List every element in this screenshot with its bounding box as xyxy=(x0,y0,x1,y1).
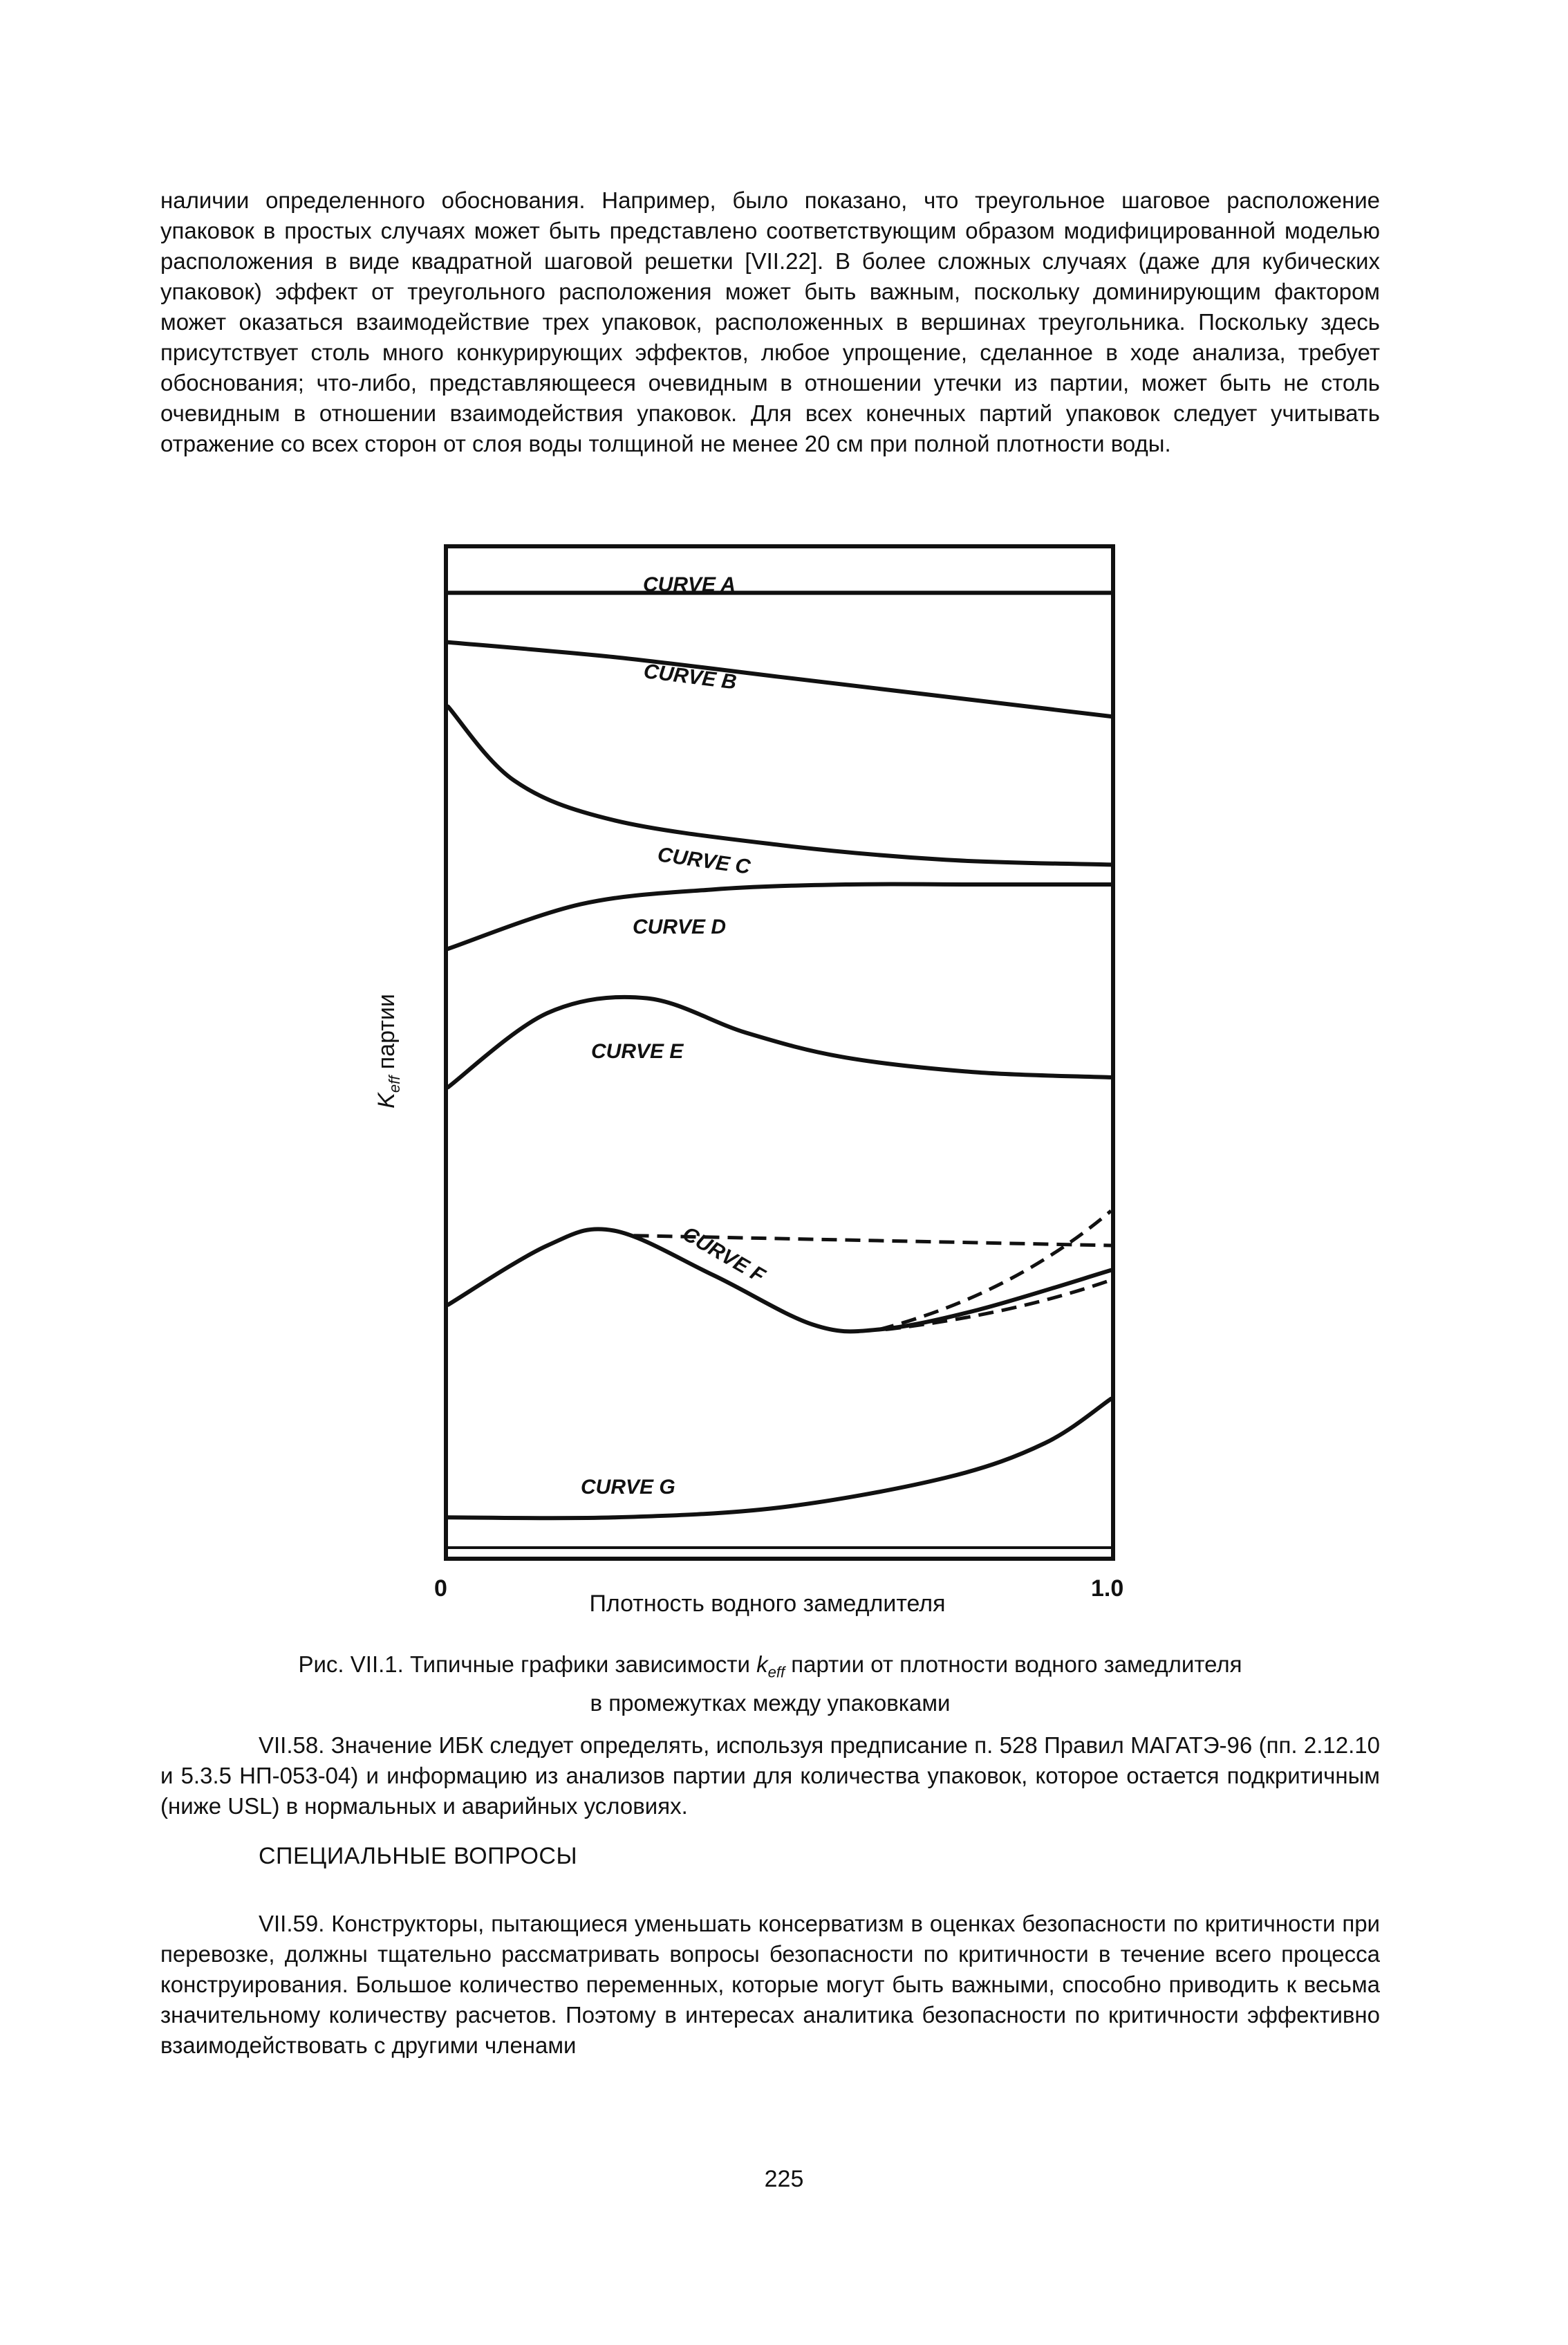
curve-f-label: CURVE F xyxy=(678,1222,769,1288)
y-axis-label xyxy=(373,994,403,1109)
curve-d-line xyxy=(448,884,1111,949)
figure-caption xyxy=(160,1649,1380,1718)
curve-e-label: CURVE E xyxy=(591,1040,684,1063)
y-axis-label-sub: eff xyxy=(386,1075,403,1093)
curve-g-label: CURVE G xyxy=(581,1476,675,1499)
curve-g-line xyxy=(448,1399,1111,1519)
curve-d-label: CURVE D xyxy=(633,916,727,938)
figure-keff-vs-moderator-density xyxy=(332,526,1148,1618)
paragraph-vii58: VII.58. Значение ИБК следует определять, используя предписание п. 528 Правил МАГАТЭ-96 (пп. 2.12.10 и 5.3.5 НП-053-04) и информацию из анализов партии для количества упаковок, которое остается подкритичным (ниже USL) в нормальных и аварийных условиях. xyxy=(160,1732,1380,1819)
y-axis-label-rest: партии xyxy=(373,994,400,1076)
x-tick-min: 0 xyxy=(434,1575,447,1602)
chart-svg xyxy=(332,526,1148,1618)
curve-e-line xyxy=(448,997,1111,1087)
caption-prefix: Рис. VII.1. Типичные графики зависимости xyxy=(298,1651,757,1677)
paragraph-vii59: VII.59. Конструкторы, пытающиеся уменьшать консерватизм в оценках безопасности по критичности при перевозке, должны тщательно рассматривать вопросы безопасности по критичности в течение всего процесса конструирования. Большое количество переменных, которые могут быть важными, способно приводить к весьма значительному количеству расчетов. Поэтому в интересах аналитика безопасности по критичности эффективно взаимодействовать с другими членами xyxy=(160,1911,1380,2058)
caption-line-2: в промежутках между упаковками xyxy=(590,1689,951,1716)
curve-c-label: CURVE C xyxy=(656,843,752,879)
chart-frame xyxy=(446,546,1113,1559)
curve-b-label: CURVE B xyxy=(642,660,738,694)
curve-b-line xyxy=(448,642,1111,716)
curve-f-dashed-rising xyxy=(879,1211,1111,1330)
x-tick-max: 1.0 xyxy=(1091,1575,1124,1602)
curve-c-line xyxy=(448,707,1111,865)
x-axis-label: Плотность водного замедлителя xyxy=(589,1591,946,1617)
curve-a-label: CURVE A xyxy=(643,573,736,596)
caption-suffix: партии от плотности водного замедлителя xyxy=(785,1651,1242,1677)
y-axis-label-k: K xyxy=(373,1093,400,1109)
caption-k: k xyxy=(756,1651,768,1677)
section-heading: СПЕЦИАЛЬНЫЕ ВОПРОСЫ xyxy=(259,1843,578,1869)
page-number: 225 xyxy=(764,2166,804,2192)
caption-line-1 xyxy=(160,1649,1380,1688)
top-paragraph: наличии определенного обоснования. Например, было показано, что треугольное шаговое расположение упаковок в простых случаях может быть представлено соответствующим образом модифицированной моделью расположения в виде квадратной шаговой решетки [VII.22]. В более сложных случаях (даже для кубических упаковок) эффект от треугольного расположения может быть важным, поскольку доминирующим фактором может оказаться взаимодействие трех упаковок, расположенных в вершинах треугольника. Поскольку здесь присутствует столь много конкурирующих эффектов, любое упрощение, сделанное в ходе анализа, требует обоснования; что-либо, представляющееся очевидным в отношении утечки из партии, может быть не столь очевидным в отношении взаимодействия упаковок. Для всех конечных партий упаковок следует учитывать отражение со всех сторон от слоя воды толщиной не менее 20 см при полной плотности воды. xyxy=(160,187,1380,456)
caption-k-sub: eff xyxy=(767,1663,785,1681)
curves-group xyxy=(448,593,1111,1518)
